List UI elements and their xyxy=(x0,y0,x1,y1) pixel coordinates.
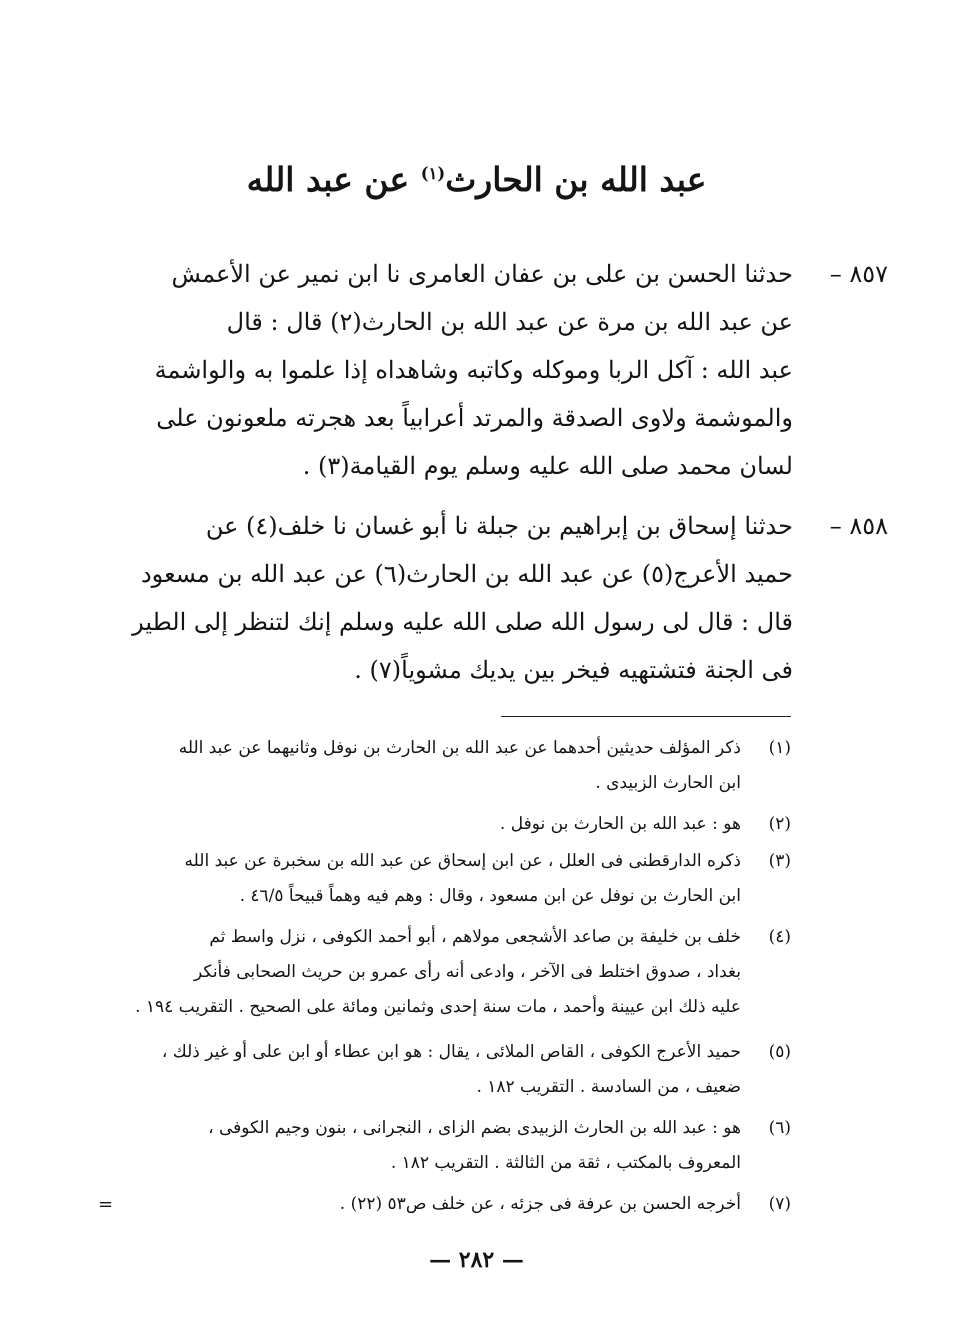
footnote-line: المعروف بالمكتب ، ثقة من الثالثة . التقريب ١٨٢ . xyxy=(390,1153,741,1173)
hadith-line: عبد الله : آكل الربا وموكله وكاتبه وشاهداه إذا علموا به والواشمة xyxy=(154,356,793,384)
footnote-marker: (٢) xyxy=(768,814,791,834)
footnote-1 xyxy=(100,731,791,801)
hadith-entry-858 xyxy=(100,502,888,694)
footnote-line: عليه ذلك ابن عيينة وأحمد ، مات سنة إحدى وثمانين ومائة على الصحيح . التقريب ١٩٤ . xyxy=(135,997,741,1017)
footnote-line: ضعيف ، من السادسة . التقريب ١٨٢ . xyxy=(476,1077,741,1097)
footnote-line: خلف بن خليفة بن صاعد الأشجعى مولاهم ، أبو أحمد الكوفى ، نزل واسط ثم xyxy=(209,927,741,947)
hadith-line: عن عبد الله بن مرة عن عبد الله بن الحارث(٢) قال : قال xyxy=(226,308,793,336)
hadith-line: فى الجنة فتشتهيه فيخر بين يديك مشوياً(٧) . xyxy=(354,656,793,684)
title-text-rest: عن عبد الله xyxy=(246,160,410,199)
footnote-6 xyxy=(100,1111,791,1181)
footnote-3 xyxy=(100,844,791,914)
footnote-line: حميد الأعرج الكوفى ، القاص الملائى ، يقال : هو ابن عطاء أو ابن على أو غير ذلك ، xyxy=(161,1042,741,1062)
hadith-line: قال : قال لى رسول الله صلى الله عليه وسلم إنك لتنظر إلى الطير xyxy=(132,608,793,636)
footnote-marker: (٧) xyxy=(768,1194,791,1214)
title-footnote-ref: (١) xyxy=(420,164,446,183)
footnote-line: ذكره الدارقطنى فى العلل ، عن ابن إسحاق عن عبد الله بن سخبرة عن عبد الله xyxy=(184,851,741,871)
footnote-marker: (١) xyxy=(768,738,791,758)
title-text: عبد الله بن الحارث xyxy=(445,160,707,199)
hadith-number: ٨٥٧ – xyxy=(829,260,888,288)
footnote-7 xyxy=(100,1187,791,1222)
hadith-line: حميد الأعرج(٥) عن عبد الله بن الحارث(٦) عن عبد الله بن مسعود xyxy=(140,560,793,588)
footnote-separator xyxy=(501,716,791,717)
hadith-number: ٨٥٨ – xyxy=(829,512,888,540)
hadith-line: حدثنا إسحاق بن إبراهيم بن جبلة نا أبو غسان نا خلف(٤) عن xyxy=(205,512,793,540)
hadith-line: لسان محمد صلى الله عليه وسلم يوم القيامة(٣) . xyxy=(302,452,793,480)
hadith-entry-857 xyxy=(100,250,888,490)
footnote-line: هو : عبد الله بن الحارث بن نوفل . xyxy=(499,814,741,834)
footnote-marker: (٥) xyxy=(768,1042,791,1062)
continuation-mark: = xyxy=(98,1194,114,1215)
footnote-marker: (٦) xyxy=(768,1118,791,1138)
footnote-line: هو : عبد الله بن الحارث الزبيدى بضم الزاى ، النجرانى ، بنون وجيم الكوفى ، xyxy=(208,1118,741,1138)
footnote-line: ابن الحارث الزبيدى . xyxy=(595,773,741,793)
footnote-line: أخرجه الحسن بن عرفة فى جزئه ، عن خلف ص٥٣ (٢٢) . xyxy=(339,1194,741,1214)
hadith-line: والموشمة ولاوى الصدقة والمرتد أعرابياً بعد هجرته ملعونون على xyxy=(156,404,793,432)
footnote-2 xyxy=(100,807,791,842)
footnote-line: ذكر المؤلف حديثين أحدهما عن عبد الله بن الحارث بن نوفل وثانيهما عن عبد الله xyxy=(178,738,741,758)
page-title xyxy=(0,160,953,199)
footnote-5 xyxy=(100,1035,791,1105)
footnote-marker: (٤) xyxy=(768,927,791,947)
footnote-line: بغداد ، صدوق اختلط فى الآخر ، وادعى أنه رأى عمرو بن حريث الصحابى فأنكر xyxy=(194,962,741,982)
page-number: — ٢٨٢ — xyxy=(429,1247,524,1273)
hadith-line: حدثنا الحسن بن على بن عفان العامرى نا ابن نمير عن الأعمش xyxy=(171,260,793,288)
footnote-line: ابن الحارث بن نوفل عن ابن مسعود ، وقال : وهم فيه وهماً قبيحاً ٤٦/٥ . xyxy=(239,886,741,906)
footnote-marker: (٣) xyxy=(768,851,791,871)
footnote-4 xyxy=(100,920,791,1025)
